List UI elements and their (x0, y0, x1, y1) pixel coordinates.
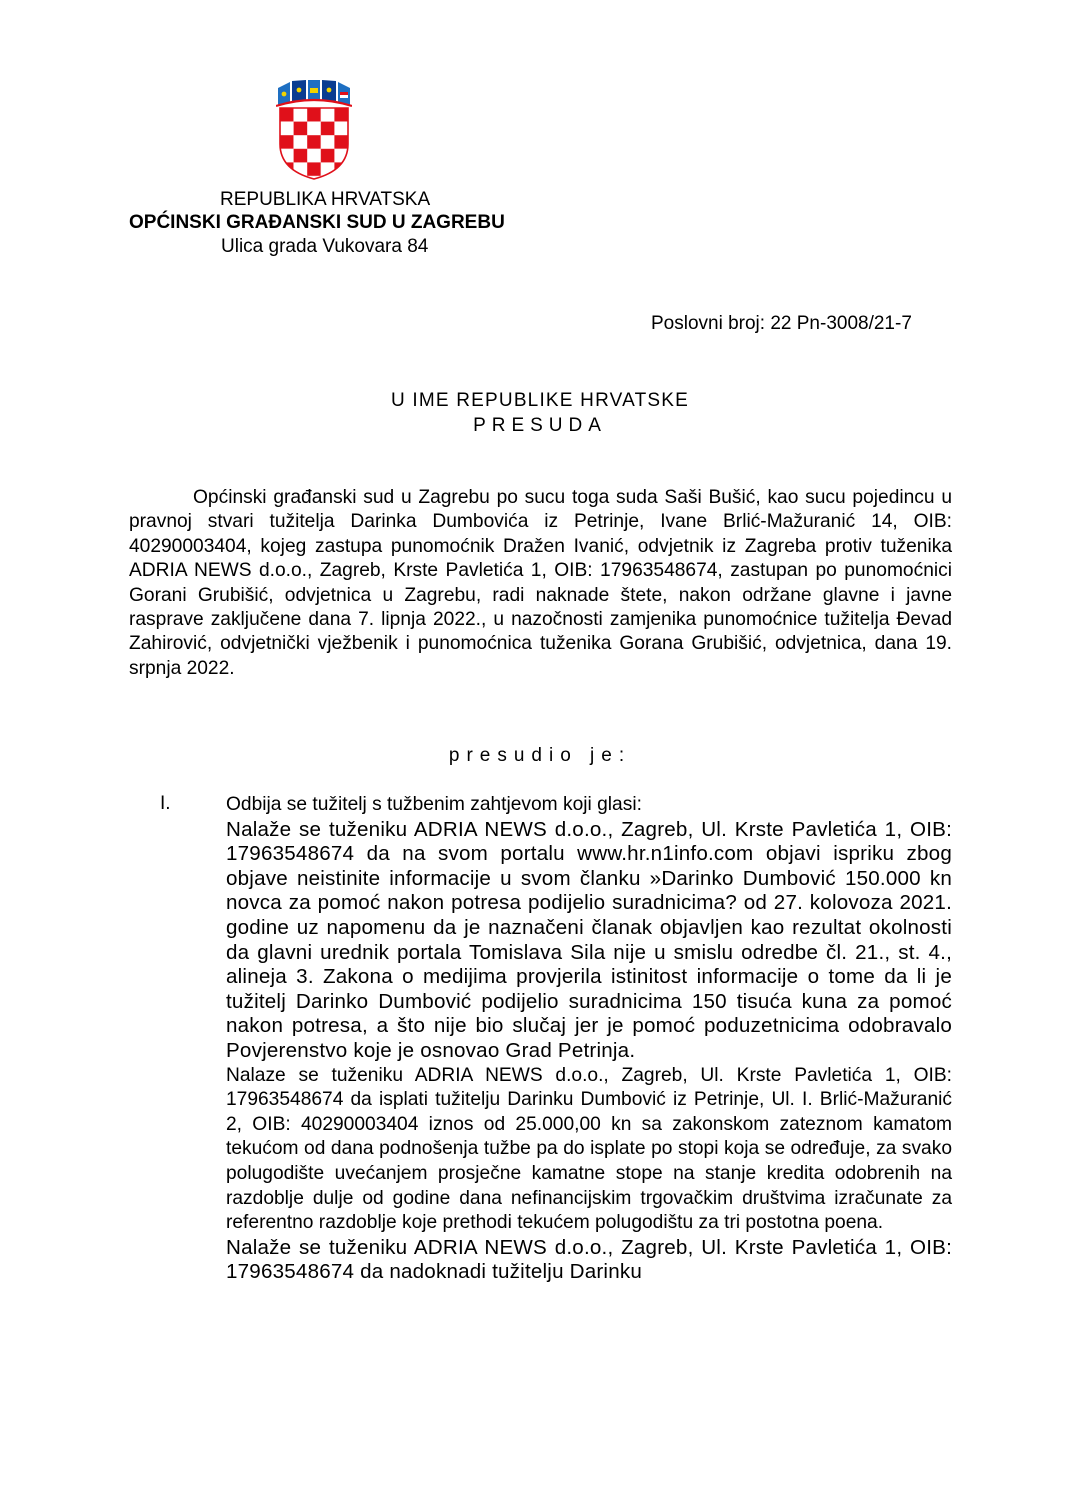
court-name: OPĆINSKI GRAĐANSKI SUD U ZAGREBU (129, 212, 505, 233)
claim-paragraph-3: Nalaže se tuženiku ADRIA NEWS d.o.o., Zagreb, Ul. Krste Pavletića 1, OIB: 17963548674 da nadoknadi tužitelju Darinku (226, 1235, 952, 1284)
item-lead: Odbija se tužitelj s tužbenim zahtjevom koji glasi: (226, 794, 642, 815)
claim-paragraph-2: Nalaze se tuženiku ADRIA NEWS d.o.o., Zagreb, Ul. Krste Pavletića 1, OIB: 17963548674 da isplati tužitelju Darinku Dumbović iz Petrinje, Ul. I. Brlić-Mažuranić 2, OIB: 40290003404 iznos od 25.000,00 kn sa zakonskom zateznom kamatom tekućom od dana podnošenja tužbe pa do isplate po stopi koja se određuje, za svako polugodište uvećanjem prosječne kamatne stope na stanje kredita odobrenih na razdoblje dulje od godine dana nefinancijskim trgovačkim društvima izračunate za referentno razdoblje koje prethodi tekućem polugodištu za tri postotna poena. (226, 1064, 952, 1234)
verdict-heading: presudio je: (448, 745, 632, 766)
intro-paragraph (129, 486, 952, 681)
coat-of-arms-emblem (276, 80, 352, 180)
title-judgment: PRESUDA (473, 415, 607, 436)
case-number: Poslovni broj: 22 Pn-3008/21-7 (651, 313, 912, 334)
intro-text: Općinski građanski sud u Zagrebu po sucu toga suda Saši Bušić, kao sucu pojedincu u pravnoj stvari tužitelja Darinka Dumbovića iz Petrinje, Ivane Brlić-Mažuranić 14, OIB: 40290003404, kojeg zastupa punomoćnik Dražen Ivanić, odvjetnik iz Zagreba protiv tuženika ADRIA NEWS d.o.o., Zagreb, Krste Pavletića 1, OIB: 17963548674, zastupan po punomoćnici Gorani Grubišić, odvjetnica u Zagrebu, radi naknade štete, nakon održane glavne i javne rasprave zaključene dana 7. lipnja 2022., u nazočnosti zamjenika punomoćnice tužitelja Đevad Zahirović, odvjetnički vježbenik i punomoćnica tuženika Gorana Grubišić, odvjetnica, dana 19. srpnja 2022. (129, 487, 952, 679)
court-address: Ulica grada Vukovara 84 (221, 236, 429, 257)
title-line-1: U IME REPUBLIKE HRVATSKE (390, 390, 690, 411)
item-body (226, 793, 952, 1285)
claim-paragraph-1: Nalaže se tuženiku ADRIA NEWS d.o.o., Zagreb, Ul. Krste Pavletića 1, OIB: 17963548674 da na svom portalu www.hr.n1info.com objavi ispriku zbog objave neistinite informacije u svom članku »Darinko Dumbović 150.000 kn novca za pomoć nakon potresa podijelio suradnicima? od 27. kolovoza 2021. godine uz napomenu da je naznačeni članak objavljen kao rezultat okolnosti da glavni urednik portala Tomislava Sila nije u smislu odredbe čl. 21., st. 4., alineja 3. Zakona o medijima provjerila istinitost informacije o tome da li je tužitelj Darinko Dumbović podijelio suradnicima 150 tisuća kuna za pomoć nakon potresa, a što nije bio slučaj jer je pomoć poduzetnicima odobravalo Povjerenstvo koje je osnovao Grad Petrinja. (226, 817, 952, 1062)
item-number: I. (160, 793, 171, 814)
country-name: REPUBLIKA HRVATSKA (220, 189, 431, 210)
